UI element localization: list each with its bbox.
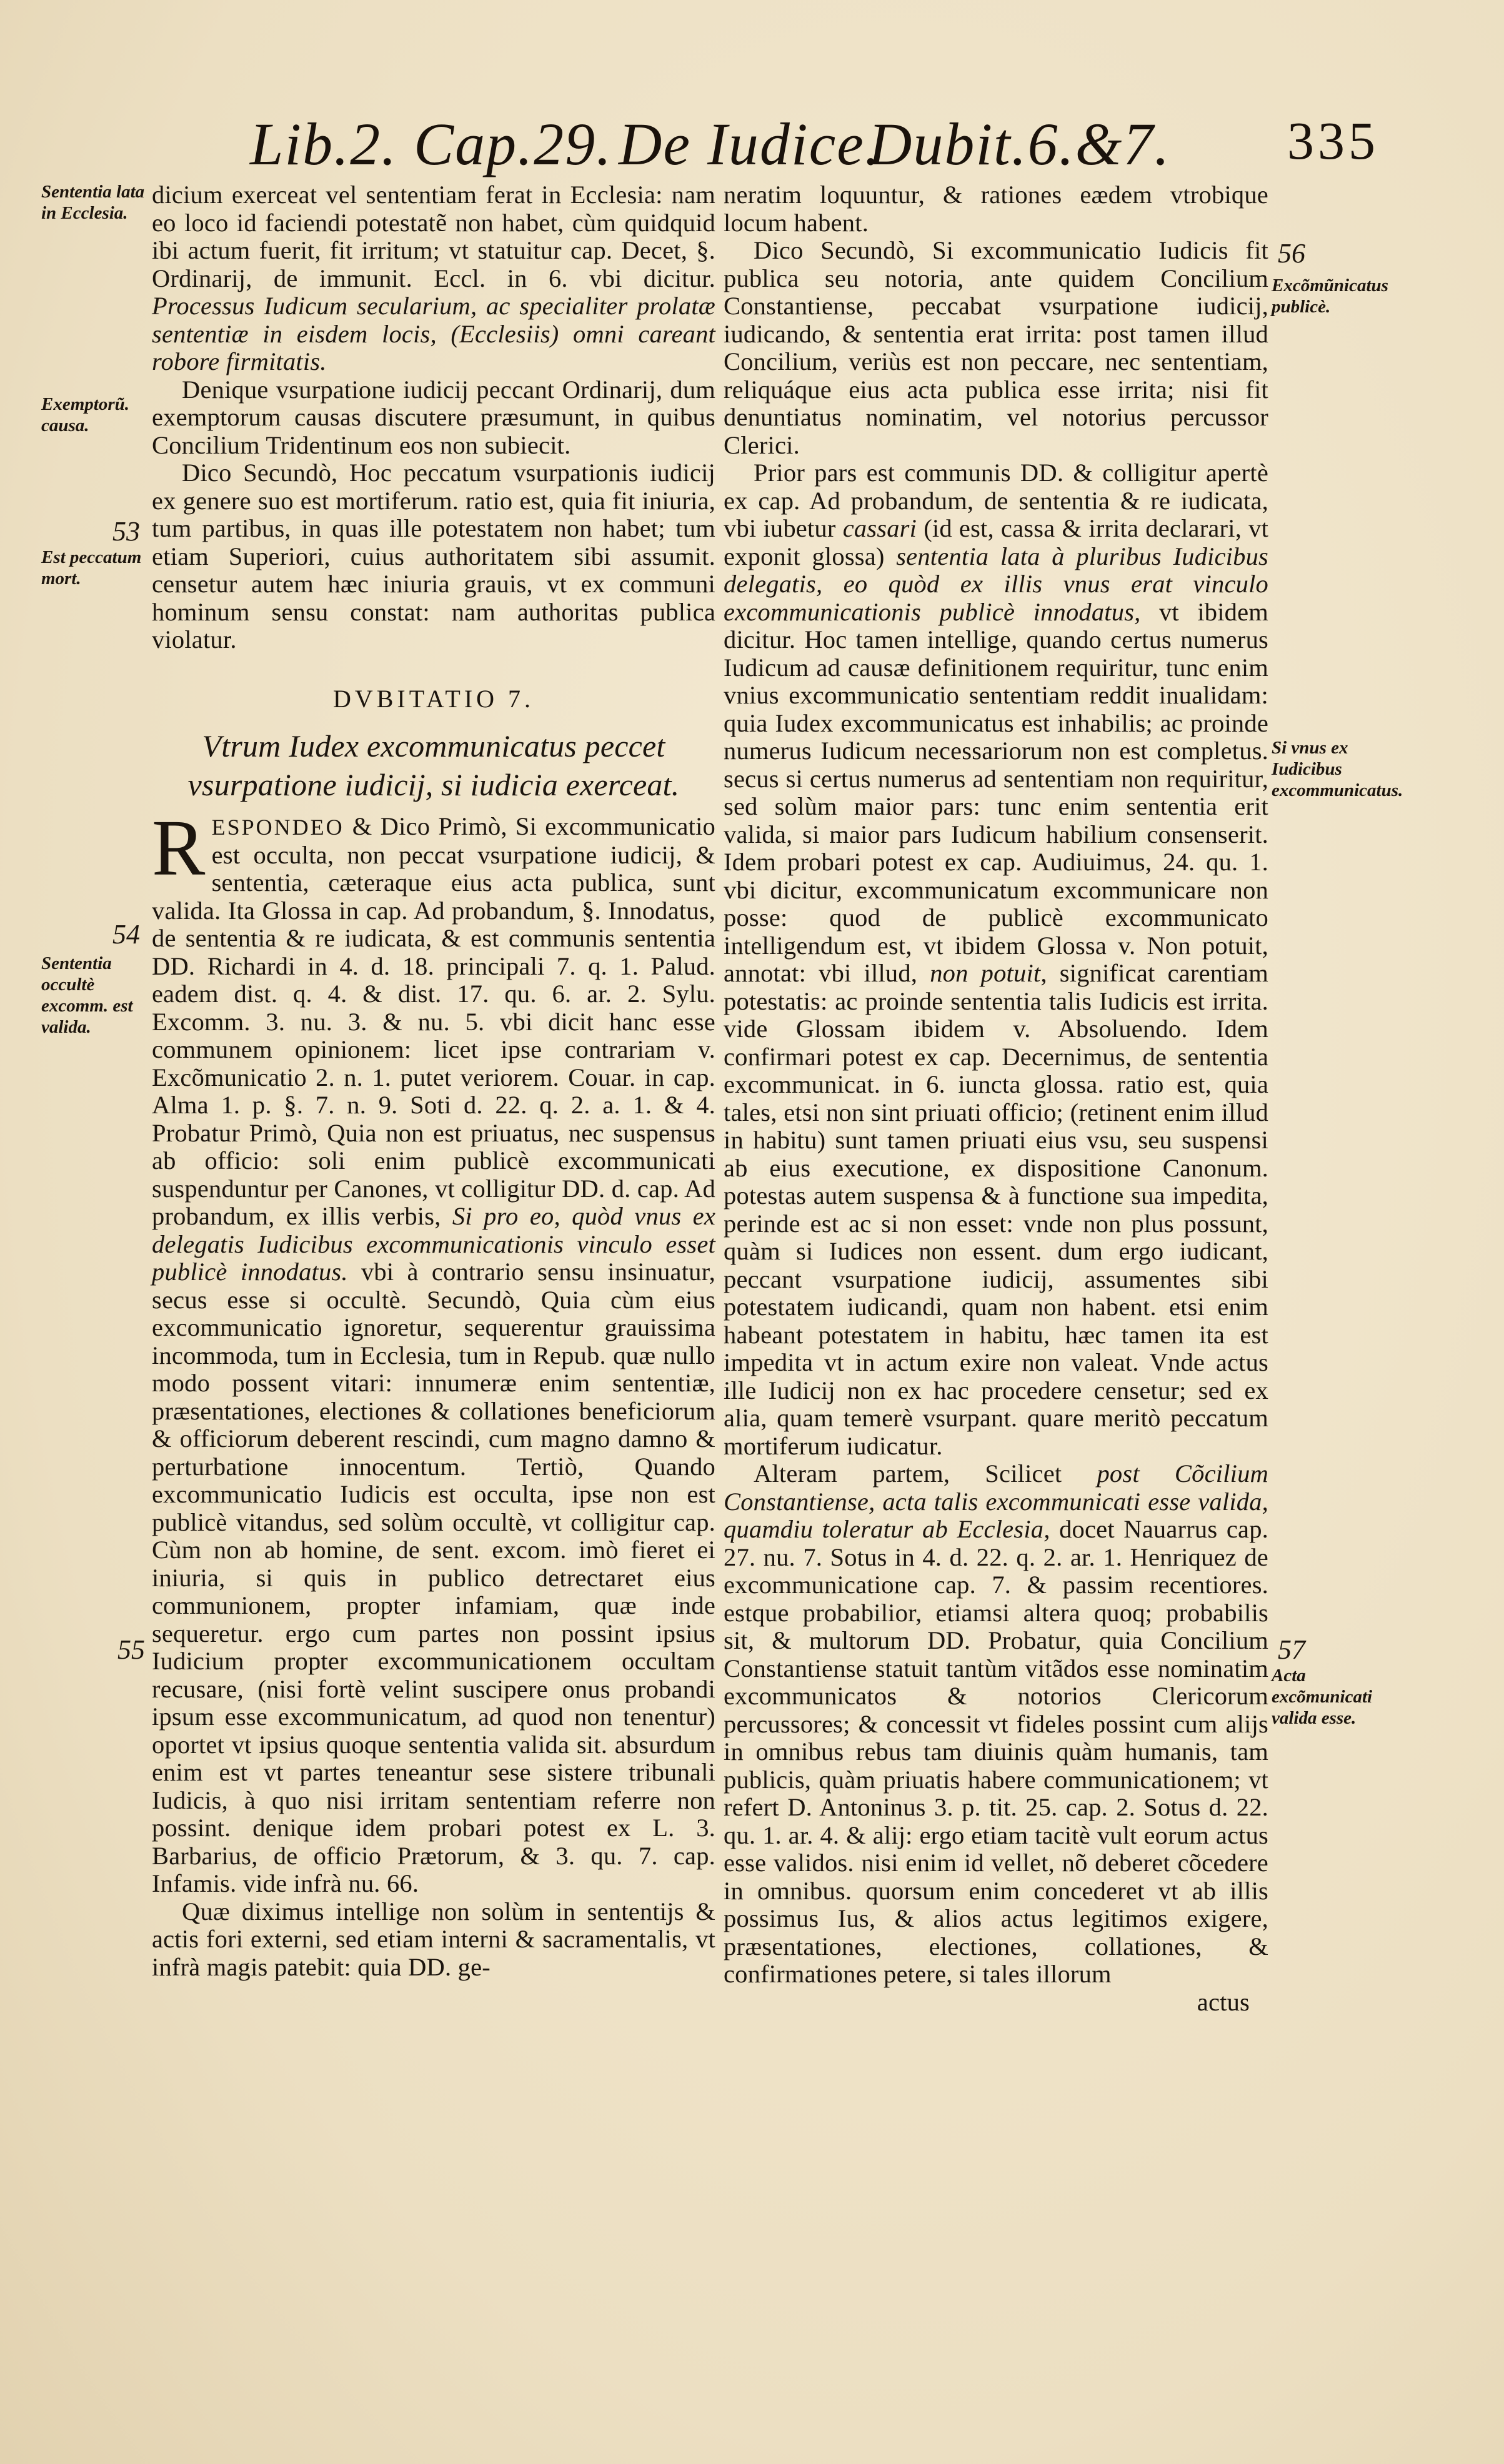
paragraph: Dico Secundò, Hoc peccatum vsurpationis iudicij ex genere suo est mortiferum. ratio est, quia fit iniuria, tum partibus, in quas ille potestatem non habet; tum etiam Superiori, cuius authoritatem sibi assumit. censetur autem hæc iniuria grauis, vt ex communi hominum sensu constat: nam authoritas publica violatur. [152, 459, 715, 653]
section-heading: DVBITATIO 7. [332, 684, 535, 713]
section-question: Vtrum Iudex excommunicatus peccet vsurpatione iudicij, si iudicia exerceat. [187, 728, 680, 802]
text-run: Alteram partem, Scilicet [754, 1459, 1062, 1488]
drop-capital: R [152, 803, 206, 892]
margin-note: Sententia occultè excomm. est valida. [41, 953, 133, 1037]
running-head-dubitatio: Dubit.6.&7. [869, 111, 1171, 177]
paragraph: Dico Secundò, Si excommunicatio Iudicis fit publica seu notoria, ante quidem Concilium Constantiense, peccabat vsurpatione iudicij, iudicando, & sententia erat irrita: post tamen illud Concilium, veriùs est non peccare, nec sententiam, reliquáque eius acta publica esse irrita; nisi fit denuntiatus nominatim, vel notorius percussor Clerici. [724, 236, 1268, 459]
running-head-book-chapter: Lib.2. Cap.29. [250, 111, 613, 177]
paragraph [724, 1460, 1268, 1989]
opening-word: ESPONDEO [211, 815, 344, 840]
margin-number: 55 [117, 1634, 145, 1665]
running-head-title: De Iudice. [619, 111, 881, 177]
quotation: non potuit [930, 959, 1041, 987]
margin-note: Exemptorũ. causa. [41, 394, 129, 435]
text-run: vt ibidem dicitur. Hoc tamen intellige, quando certus numerus Iudicum ad causæ definitionem requiritur, tunc enim vnius excommunicatio sententiam reddit inualidam: quia Iudex excommunicatus est inhabilis; ac proinde numerus Iudicum necessariorum non est completus. secus si certus numerus ad sententiam non requiritur, sed solùm maior pars: tunc enim sententia erit valida, si maior pars Iudicum habilium consenserit. Idem probari potest ex cap. Audiuimus, 24. qu. 1. vbi dicitur, excommunicatum excommunicare non posse: quod de publicè excommunicato intelligendum est, vt ibidem Glossa v. Non potuit, annotat: vbi illud, [724, 597, 1268, 987]
margin-number: 57 [1278, 1634, 1305, 1665]
margin-number: 56 [1278, 238, 1305, 269]
text-run: docet Nauarrus cap. 27. nu. 7. Sotus in 4. d. 22. q. 2. ar. 1. Henriquez de excommunicatione cap. 7. & passim recentiores. estque probabilior, etiamsi altera quoq; probabilis sit, & multorum DD. Probatur, quia Concilium Constantiense statuit tantùm vitãdos esse nominatim excommunicatos & notorios Clericorum percussores; & concessit vt fideles possint cum alijs in omnibus rebus tam diuinis quàm humanis, tam publicis, quàm priuatis habere communicationem; vt refert D. Antoninus 3. p. tit. 25. cap. 2. Sotus d. 22. qu. 1. ar. 4. & alij: ergo etiam tacitè vult eorum actus esse validos. nisi enim id vellet, nõ deberet cõcedere in omnibus. quorsum enim concederet vt ab illis possimus Ius, & alios actus legitimos exigere, præsentationes, electiones, collationes, & confirmationes petere, si tales illorum [724, 1515, 1268, 1988]
catchword: actus [1197, 1987, 1250, 2016]
text-run: Prior pars est communis DD. & colligitur apertè ex cap. Ad probandum, de sententia & re iudicata, vbi iubetur [724, 459, 1268, 542]
text-run: & Dico Primò, Si excommunicatio est occulta, non peccat vsurpatione iudicij, & sententia, cæteraque eius acta publica, sunt valida. Ita Glossa in cap. Ad probandum, §. Innodatus, de sententia & re iudicata, & est communis sententia DD. Richardi in 4. d. 18. principali 7. q. 1. Palud. eadem dist. q. 4. & dist. 17. qu. 6. ar. 2. Sylu. Excomm. 3. nu. 3. & nu. 5. vbi dicit hanc esse communem opinionem: licet ipse contrariam v. Excõmunicatio 2. n. 1. putet veriorem. Couar. in cap. Alma 1. p. §. 7. n. 9. Soti d. 22. q. 2. a. 1. & 4. Probatur Primò, Quia non est priuatus, nec suspensus ab officio: soli enim publicè excommunicati suspenduntur per Canones, vt colligitur DD. d. cap. Ad probandum, ex illis verbis, [152, 812, 715, 1230]
margin-note: Acta excõmunicati valida esse. [1272, 1666, 1373, 1728]
quotation: post Cõcilium Constantiense, acta talis excommunicati esse valida, quamdiu toleratur ab Ecclesia, [724, 1459, 1269, 1543]
margin-note: Sententia lata in Ecclesia. [41, 182, 145, 223]
quotation: cassari [842, 514, 917, 542]
paragraph [724, 459, 1268, 1460]
text-run: (id est, cassa & irrita declarari, vt exponit glossa) [724, 514, 1269, 570]
running-head [250, 109, 1379, 178]
margin-note: Est peccatum mort. [41, 547, 142, 589]
margin-number: 53 [112, 516, 140, 547]
quotation: Processus Iudicum secularium, ac specialiter prolatæ sententiæ in eisdem locis, (Ecclesiis) omni careant robore firmitatis. [152, 292, 715, 375]
paragraph: Denique vsurpatione iudicij peccant Ordinarij, dum exemptorum causas discutere præsumunt, in quibus Concilium Tridentinum eos non subiecit. [152, 375, 715, 459]
text-run: , significat carentiam potestatis: ac proinde sententia talis Iudicis est irrita. vide Glossam ibidem v. Absoluendo. Idem confirmari potest ex cap. Decernimus, de sententia excommunicat. in 6. iuncta glossa. ratio est, quia tales, etsi non sint priuati officio; (retinent enim illud in habitu) sunt tamen priuati eius vsu, seu suspensi ab eius executione, ex dispositione Canonum. potestas autem suspensa & à functione sua impedita, perinde est ac si non esset: vnde non plus possunt, quàm si Iudices non essent. dum ergo iudicant, peccant vsurpatione iudicij, assumentes sibi potestatem iudicandi, quam non habent. etsi enim habeant potestatem in habitu, hæc tamen ita est impedita vt in actum exire non valeat. Vnde actus ille Iudicij non ex hac procedere censetur; sed ex alia, quam temerè vsurpant. quare meritò peccatum mortiferum iudicatur. [724, 959, 1268, 1460]
quotation: Si pro eo, quòd vnus ex delegatis Iudicibus excommunicationis vinculo esset publicè innodatus. [152, 1202, 716, 1286]
page-number: 335 [1287, 111, 1379, 171]
paragraph [152, 803, 716, 1898]
right-column [724, 181, 1268, 2464]
margin-note: Excõmũnicatus publicè. [1272, 276, 1388, 317]
margin-number: 54 [112, 919, 140, 950]
paragraph: neratim loquuntur, & rationes eædem vtrobique locum habent. [724, 181, 1268, 237]
paragraph: Quæ diximus intellige non solùm in sententijs & actis fori externi, sed etiam interni & sacramentalis, vt infrà magis patebit: quia DD. ge- [152, 1897, 715, 1981]
text-run: dicium exerceat vel sententiam ferat in Ecclesia: nam eo loco id faciendi potestatẽ non habet, cùm quidquid ibi actum fuerit, fit irritum; vt statuitur cap. Decet, §. Ordinarij, de immunit. Eccl. in 6. vbi dicitur. [152, 181, 715, 292]
quotation: sententia lata à pluribus Iudicibus delegatis, eo quòd ex illis vnus erat vinculo excommunicationis publicè innodatus, [724, 542, 1268, 626]
margin-note: Si vnus ex Iudicibus excommunicatus. [1272, 738, 1403, 800]
text-run: vbi à contrario sensu insinuatur, secus esse si occultè. Secundò, Quia cùm eius excommunicatio ignoretur, sequerentur grauissima incommoda, tum in Ecclesia, tum in Repub. quæ nullo modo possent vitari: innumeræ enim sententiæ, præsentationes, electiones & collationes beneficiorum & officiorum deberent rescindi, cum magno damno & perturbatione innocentum. Tertiò, Quando excommunicatio Iudicis est occulta, ipse non est publicè vitandus, sed solùm occultè, vt colligitur cap. Cùm non ab homine, de sent. excom. imò fieret ei iniuria, si quis in publico detrectaret eius communionem, propter infamiam, quæ inde sequeretur. ergo cum partes non possint ipsius Iudicium propter excommunicationem occultam recusare, (nisi fortè velint suscipere onus probandi ipsum esse excommunicatum, ad quod non tenentur) oportet vt ipsius quoque sententia valida sit. absurdum enim est vt partes teneantur sese sistere tribunali Iudicis, à quo nisi irritam sententiam referre non possint. denique idem probari potest ex L. 3. Barbarius, de officio Prætorum, & 3. qu. 7. cap. Infamis. vide infrà nu. 66. [152, 1258, 715, 1897]
left-column [152, 181, 715, 2464]
paragraph [152, 181, 715, 376]
